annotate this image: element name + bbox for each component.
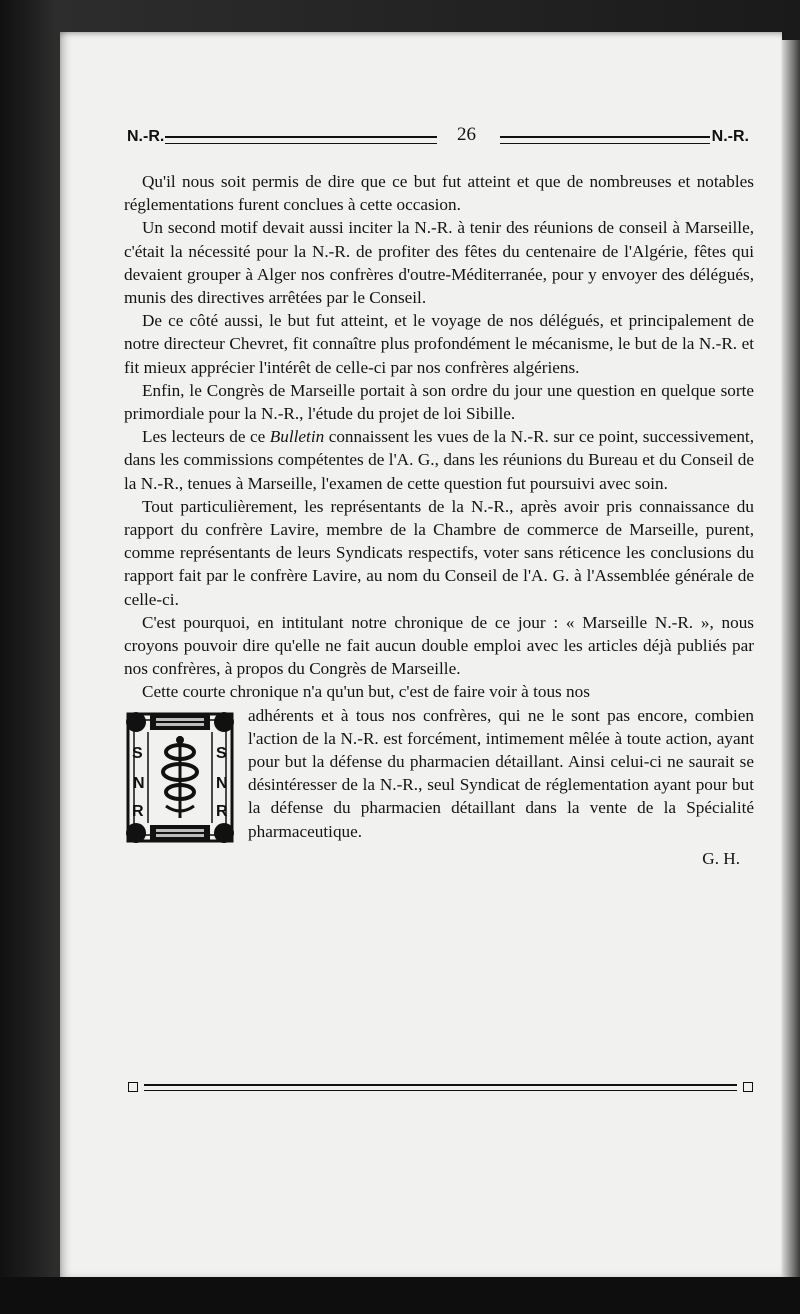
syndicate-seal-icon	[124, 710, 236, 845]
paragraph: Qu'il nous soit permis de dire que ce but fut atteint et que de nombreuses et notables réglementations furent conclues à cette occasion.	[124, 172, 754, 215]
paragraph: Enfin, le Congrès de Marseille portait à son ordre du jour une question en quelque sorte primordiale pour la N.-R., l'étude du projet de loi Sibille.	[124, 380, 754, 424]
paragraph: Un second motif devait aussi inciter la N.-R. à tenir des réunions de conseil à Marseille, c'était la nécessité pour la N.-R. de profiter des fêtes du centenaire de l'Algérie, fêtes qui devaient grouper à Alger nos confrères d'outre-Méditerranée, pour y envoyer des délégués, munis des directives arrêtées par le Conseil.	[124, 218, 754, 308]
bulletin-text-before: Les lecteurs de ce	[142, 427, 270, 447]
bulletin-text-after: connaissent les vues de la N.-R. sur ce point, successivement, dans les commissions compétentes de l'A. G., dans les réunions du Bureau et du Conseil de la N.-R., tenues à Marseille, l'examen de cette question fut poursuivi avec soin.	[124, 427, 754, 493]
header-right-title: N.-R.	[711, 128, 749, 145]
paragraph: De ce côté aussi, le but fut atteint, et le voyage de nos délégués, et principalement de notre directeur Chevret, fit connaître plus profondément le mécanisme, le but de la N.-R. et fit mieux apprécier l'intérêt de celle-ci par nos confrères algériens.	[124, 311, 754, 377]
seal-letter: N	[133, 774, 145, 792]
header-rule-left	[165, 136, 437, 144]
author-signature: G. H.	[702, 848, 740, 868]
paragraph-bulletin	[124, 425, 754, 495]
paragraph-final-rest: adhérents et à tous nos confrères, qui ne le sont pas encore, combien l'action de la N.-R. est forcément, intimement mêlée à toute action, ayant pour but la défense du pharmacien détaillant. Ainsi celui-ci ne saurait se désintéresser de la N.-R., seul Syndicat de réglementation ayant pour but la défense du pharmacien détaillant dans la vente de la Spécialité pharmaceutique.	[248, 705, 754, 841]
page-edge	[782, 40, 800, 1278]
seal-letter: R	[132, 802, 144, 820]
paragraph: Tout particulièrement, les représentants de la N.-R., après avoir pris connaissance du rapport du confrère Lavire, membre de la Chambre de commerce de Marseille, purent, comme représentants de leurs Syndicats respectifs, voter sans réticence les conclusions du rapport fait par le confrère Lavire, au nom du Conseil de l'A. G. à l'Assemblée générale de celle-ci.	[124, 496, 754, 609]
footer-double-line	[144, 1084, 737, 1091]
paragraph-final-lead: Cette courte chronique n'a qu'un but, c'est de faire voir à tous nos	[142, 682, 590, 702]
header-rule-right	[500, 136, 710, 144]
paragraph: C'est pourquoi, en intitulant notre chronique de ce jour : « Marseille N.-R. », nous croyons pouvoir dire qu'elle ne fait aucun double emploi avec les articles déjà publiés par nos confrères, à propos du Congrès de Marseille.	[124, 612, 754, 679]
seal-letter: R	[216, 802, 228, 820]
seal-letter: N	[216, 774, 228, 792]
seal-letter: S	[216, 744, 227, 762]
page-number: 26	[457, 124, 476, 145]
square-ornament-icon	[743, 1082, 753, 1092]
final-paragraph-block	[124, 704, 754, 843]
article-body	[124, 170, 754, 870]
seal-letter: S	[132, 744, 143, 762]
header-left-title: N.-R.	[127, 128, 165, 145]
square-ornament-icon	[128, 1082, 138, 1092]
page-header	[127, 126, 749, 148]
footer-ornament-rule	[128, 1082, 753, 1094]
scan-bottom-band	[0, 1277, 800, 1314]
bulletin-italic: Bulletin	[269, 427, 325, 447]
